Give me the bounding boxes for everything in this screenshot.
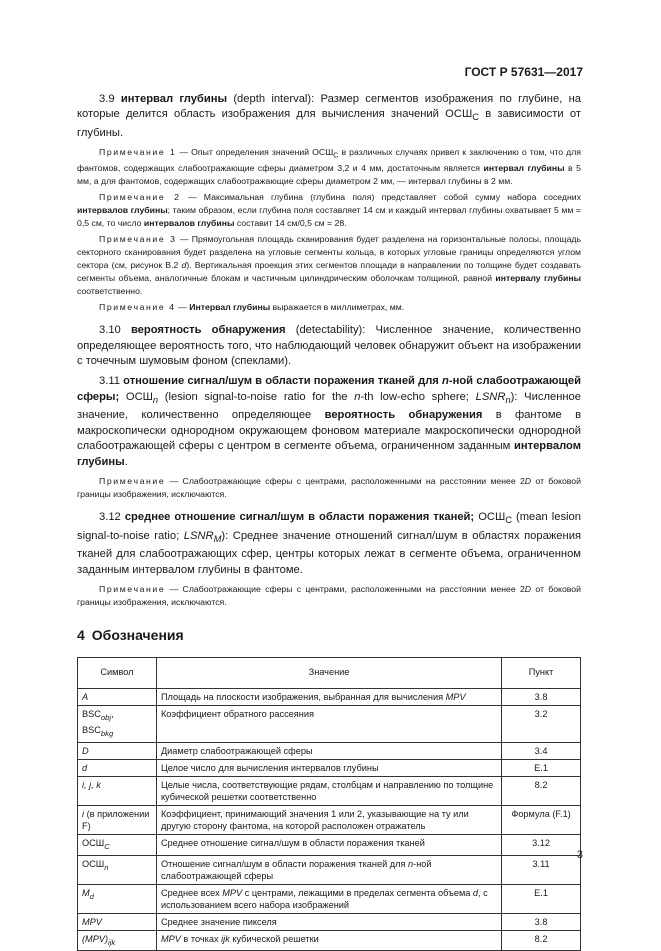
meaning-cell: Коэффициент обратного рассеяния [156, 706, 501, 743]
table-row [78, 834, 581, 855]
note-3-12: Примечание — Слабоотражающие сферы с центрами, расположенными на расстоянии менее 2D от боковой границы изображения, исключаются. [77, 584, 581, 608]
definition-3-10: 3.10 вероятность обнаружения (detectability): Численное значение, количественно определяющее вероятность того, что наблюдающий человек обнаружит объект на изображении с точечным шумовым фоном (спеклами). [77, 324, 581, 367]
symbol-cell: A [78, 689, 157, 706]
term: вероятность обнаружения [130, 324, 286, 337]
table-header-row [78, 658, 581, 689]
column-header: Символ [78, 658, 157, 689]
meaning-cell: MPV в точках ijk кубической решетки [156, 930, 501, 951]
table-row [78, 759, 581, 776]
symbols-table [77, 657, 581, 951]
symbol-cell: D [78, 742, 157, 759]
table-row [78, 930, 581, 951]
note-4: Примечание 4 — Интервал глубины выражается в миллиметрах, мм. [99, 302, 405, 313]
note-1: Примечание 1 — Опыт определения значений $ОСШ_С$ в различных случаях привел к заключению о том, что для фантомов, содержащих слабоотражающие сферы диаметром 3,2 и 4 мм, достаточным является интервал глубины в 5 мм, а для фантомов, содержащих слабоотражающие сферы диаметром 2 мм, — интервал глубины в 2 мм. [77, 147, 581, 187]
point-cell: 3.8 [502, 689, 581, 706]
meaning-cell: Диаметр слабоотражающей сферы [156, 742, 501, 759]
point-cell: 3.8 [502, 913, 581, 930]
note-3-11: Примечание — Слабоотражающие сферы с центрами, расположенными на расстоянии менее 2D от боковой границы изображения, исключаются. [77, 476, 581, 500]
definition-3-11: 3.11 отношение сигнал/шум в области поражения тканей для n-ной слабоотражающей сферы; $ОСШ_n$ (lesion signal-to-noise ratio for the n-th low-echo sphere; $LSNR_n$): Численное значение, количественно определяющее вероятность обнаружения в фантоме в макроскопически однородном окружающем фоновом материале макроскопически однородной слабоотражающей сферы с центром в сегменте объема, ограниченном заданным интервалом глубины. [77, 375, 582, 468]
meaning-cell: Целые числа, соответствующие рядам, столбцам и направлению по толщине кубической решетки соответственно [156, 776, 501, 805]
definition-3-12: 3.12 среднее отношение сигнал/шум в области поражения тканей; $ОСШ_С$ (mean lesion signal-to-noise ratio; $LSNR_M$): Среднее значение отношений сигнал/шум в областях поражения тканей для слабоотражающих сфер, центры которых лежат в сегменте объема, ограниченном заданным интервалом глубины в фантоме. [77, 511, 581, 576]
note-2: Примечание 2 — Максимальная глубина (глубина поля) представляет собой сумму набора соседних интервалов глубины; таким образом, если глубина поля составляет 14 см и каждый интервал глубины охватывает 5 мм = 0,5 см, то число интервалов глубины составит 14 см/0,5 см = 28. [77, 192, 581, 229]
column-header: Пункт [502, 658, 581, 689]
table-row [78, 742, 581, 759]
symbol-cell: $ОСШ_С$ [78, 834, 157, 855]
meaning-cell: Отношение сигнал/шум в области поражения тканей для n-ной слабоотражающей сферы [156, 855, 501, 884]
term: интервал глубины [120, 93, 228, 105]
note-3: Примечание 3 — Прямоугольная площадь сканирования будет разделена на горизонтальные полосы, площадь секторного сканирования будет разделена на угловые сегменты кольца, в которых угловые границы определяются углом сектора (см, рисунок В.2 d). Вертикальная проекция этих сегментов площади в направлении по толщине будет создавать сегменты объема, аналогичные блокам и частичным цилиндрическим оболочкам толщиной, равной интервалу глубины соответственно. [77, 234, 581, 297]
meaning-cell: Площадь на плоскости изображения, выбранная для вычисления MPV [156, 689, 501, 706]
point-cell: 3.12 [502, 834, 581, 855]
symbol-cell: d [78, 759, 157, 776]
symbol-cell: $(MPV)_{ijk}$ [78, 930, 157, 951]
point-cell: Формула (F.1) [502, 805, 581, 834]
meaning-cell: Коэффициент, принимающий значения 1 или 2, указывающие на ту или другую сторону фантома, на которой расположен отражатель [156, 805, 501, 834]
page-number: 3 [576, 849, 583, 861]
section-heading: 4 Обозначения [77, 627, 184, 644]
table-row [78, 805, 581, 834]
table-row [78, 855, 581, 884]
table-row [78, 689, 581, 706]
point-cell: 3.11 [502, 855, 581, 884]
definition-3-9: 3.9 интервал глубины (depth interval): Размер сегментов изображения по глубине, на которые делится область изображения для вычисления значений $ОСШ_С$ в зависимости от глубины. [77, 93, 582, 140]
symbol-cell: $BSC_{obj}$, $BSC_{bkg}$ [78, 706, 157, 743]
column-header: Значение [156, 658, 501, 689]
term: отношение сигнал/шум в области поражения тканей для n-ной слабоотражающей сферы; [77, 375, 582, 403]
meaning-cell: Целое число для вычисления интервалов глубины [156, 759, 501, 776]
point-cell: 3.4 [502, 742, 581, 759]
point-cell: E.1 [502, 759, 581, 776]
symbol-cell: MPV [78, 913, 157, 930]
meaning-cell: Среднее всех MPV с центрами, лежащими в пределах сегмента объема d, с использованием всего набора изображений [156, 884, 501, 913]
document-header: ГОСТ Р 57631—2017 [464, 65, 583, 79]
meaning-cell: Среднее значение пикселя [156, 913, 501, 930]
point-cell: 8.2 [502, 776, 581, 805]
symbol-cell: i, j, k [78, 776, 157, 805]
table-row [78, 706, 581, 743]
point-cell: E.1 [502, 884, 581, 913]
term: среднее отношение сигнал/шум в области поражения тканей; [124, 511, 475, 524]
symbol-cell: i (в приложении F) [78, 805, 157, 834]
document-body [77, 92, 581, 951]
table-row [78, 884, 581, 913]
symbol-cell: $M_d$ [78, 884, 157, 913]
table-row [78, 913, 581, 930]
symbol-cell: $ОСШ_n$ [78, 855, 157, 884]
table-row [78, 776, 581, 805]
point-cell: 8.2 [502, 930, 581, 951]
meaning-cell: Среднее отношение сигнал/шум в области поражения тканей [156, 834, 501, 855]
point-cell: 3.2 [502, 706, 581, 743]
